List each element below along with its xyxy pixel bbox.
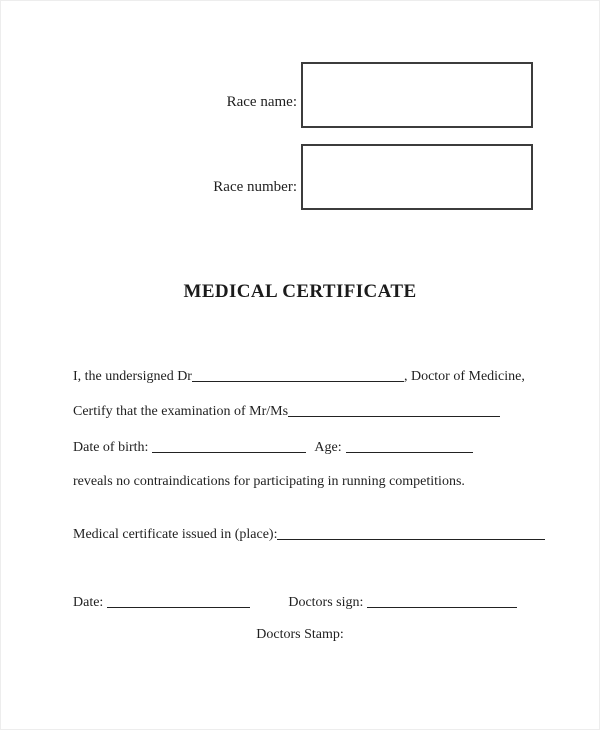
doctor-line-suffix: , Doctor of Medicine, xyxy=(403,369,525,384)
date-of-birth-blank[interactable] xyxy=(152,450,306,453)
issued-in-label: Medical certificate issued in (place): xyxy=(73,527,278,542)
age-blank[interactable] xyxy=(346,450,473,453)
age-label: Age: xyxy=(314,440,342,455)
doctor-name-blank[interactable] xyxy=(192,379,404,382)
race-number-input-box[interactable] xyxy=(301,144,533,210)
issue-place-blank[interactable] xyxy=(277,537,545,540)
race-name-label: Race name: xyxy=(226,94,297,110)
date-of-birth-label: Date of birth: xyxy=(73,440,149,455)
certificate-title: MEDICAL CERTIFICATE xyxy=(183,281,417,302)
race-number-label: Race number: xyxy=(213,179,297,195)
doctor-signature-blank[interactable] xyxy=(367,605,517,608)
patient-name-blank[interactable] xyxy=(288,414,500,417)
statement-line-no-contraindications: reveals no contraindications for participating in running competitions. xyxy=(73,474,465,489)
doctor-stamp-label: Doctors Stamp: xyxy=(256,627,344,642)
date-blank[interactable] xyxy=(107,605,250,608)
statement-line-doctor xyxy=(73,368,525,385)
doctor-line-prefix: I, the undersigned Dr xyxy=(73,369,192,384)
examinee-line-prefix: Certify that the examination of Mr/Ms xyxy=(73,404,289,419)
statement-line-examinee xyxy=(73,403,500,420)
doctor-sign-label: Doctors sign: xyxy=(288,595,364,610)
race-name-input-box[interactable] xyxy=(301,62,533,128)
statement-line-date-sign xyxy=(73,594,517,611)
statement-line-issued-place xyxy=(73,526,545,543)
date-label: Date: xyxy=(73,595,104,610)
statement-line-dob-age xyxy=(73,439,473,456)
